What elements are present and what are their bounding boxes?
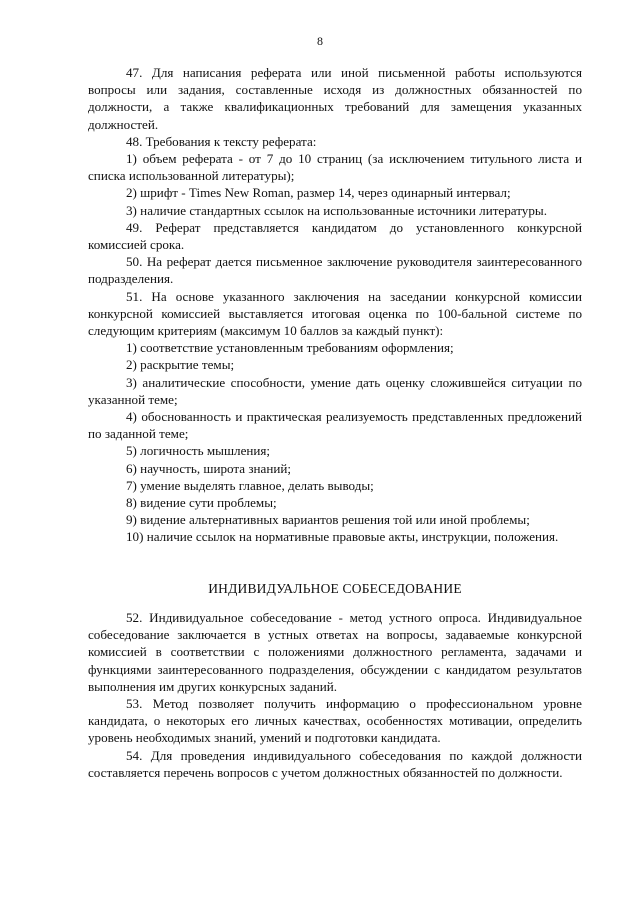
criterion-7: 7) умение выделять главное, делать выводы;: [126, 477, 374, 493]
paragraph-48: 48. Требования к тексту реферата:: [126, 133, 317, 149]
paragraph-50: 50. На реферат дается письменное заключение руководителя заинтересованного подразделения.: [88, 254, 582, 287]
list-item-volume: 1) объем реферата - от 7 до 10 страниц (за исключением титульного листа и списка использованной литературы);: [88, 151, 582, 184]
criterion-4: 4) обоснованность и практическая реализуемость представленных предложений по заданной теме;: [88, 409, 582, 442]
paragraph-51: 51. На основе указанного заключения на заседании конкурсной комиссии конкурсной комиссией выставляется итоговая оценка по 100-бальной системе по следующим критериям (максимум 10 баллов за каждый пункт):: [88, 288, 582, 339]
list-item-references: 3) наличие стандартных ссылок на использованные источники литературы.: [126, 202, 547, 218]
criterion-3: 3) аналитические способности, умение дать оценку сложившейся ситуации по указанной теме;: [88, 374, 582, 407]
section-heading: ИНДИВИДУАЛЬНОЕ СОБЕСЕДОВАНИЕ: [208, 580, 462, 596]
list-item-font: 2) шрифт - Times New Roman, размер 14, через одинарный интервал;: [126, 185, 511, 201]
criterion-6: 6) научность, широта знаний;: [126, 460, 292, 476]
criterion-5: 5) логичность мышления;: [126, 443, 271, 459]
page-content: [88, 64, 582, 781]
criterion-8: 8) видение сути проблемы;: [126, 495, 277, 511]
paragraph-53: 53. Метод позволяет получить информацию о профессиональном уровне кандидата, о некоторых его личных качествах, особенностях мотивации, определить уровень необходимых знаний, умений и подготовки кандидата.: [88, 695, 582, 746]
page-number: 8: [317, 34, 323, 48]
criterion-2: 2) раскрытие темы;: [126, 357, 235, 373]
criterion-10: 10) наличие ссылок на нормативные правовые акты, инструкции, положения.: [126, 529, 559, 545]
criterion-9: 9) видение альтернативных вариантов решения той или иной проблемы;: [126, 512, 530, 528]
criterion-1: 1) соответствие установленным требованиям оформления;: [126, 340, 454, 356]
paragraph-52: 52. Индивидуальное собеседование - метод устного опроса. Индивидуальное собеседование заключается в устных ответах на вопросы, задаваемые конкурсной комиссией в соответствии с положениями должностного регламента, задачами и функциями заинтересованного подразделения, обсуждении с кандидатом результатов выполнения им других конкурсных заданий.: [88, 609, 582, 694]
paragraph-49: 49. Реферат представляется кандидатом до установленного конкурсной комиссией срока.: [88, 219, 582, 253]
paragraph-47: 47. Для написания реферата или иной письменной работы используются вопросы или задания, составленные исходя из должностных обязанностей по должности, а также квалификационных требований для замещения указанных должностей.: [88, 65, 582, 132]
paragraph-54: 54. Для проведения индивидуального собеседования по каждой должности составляется перечень вопросов с учетом должностных обязанностей по должности.: [88, 747, 582, 780]
